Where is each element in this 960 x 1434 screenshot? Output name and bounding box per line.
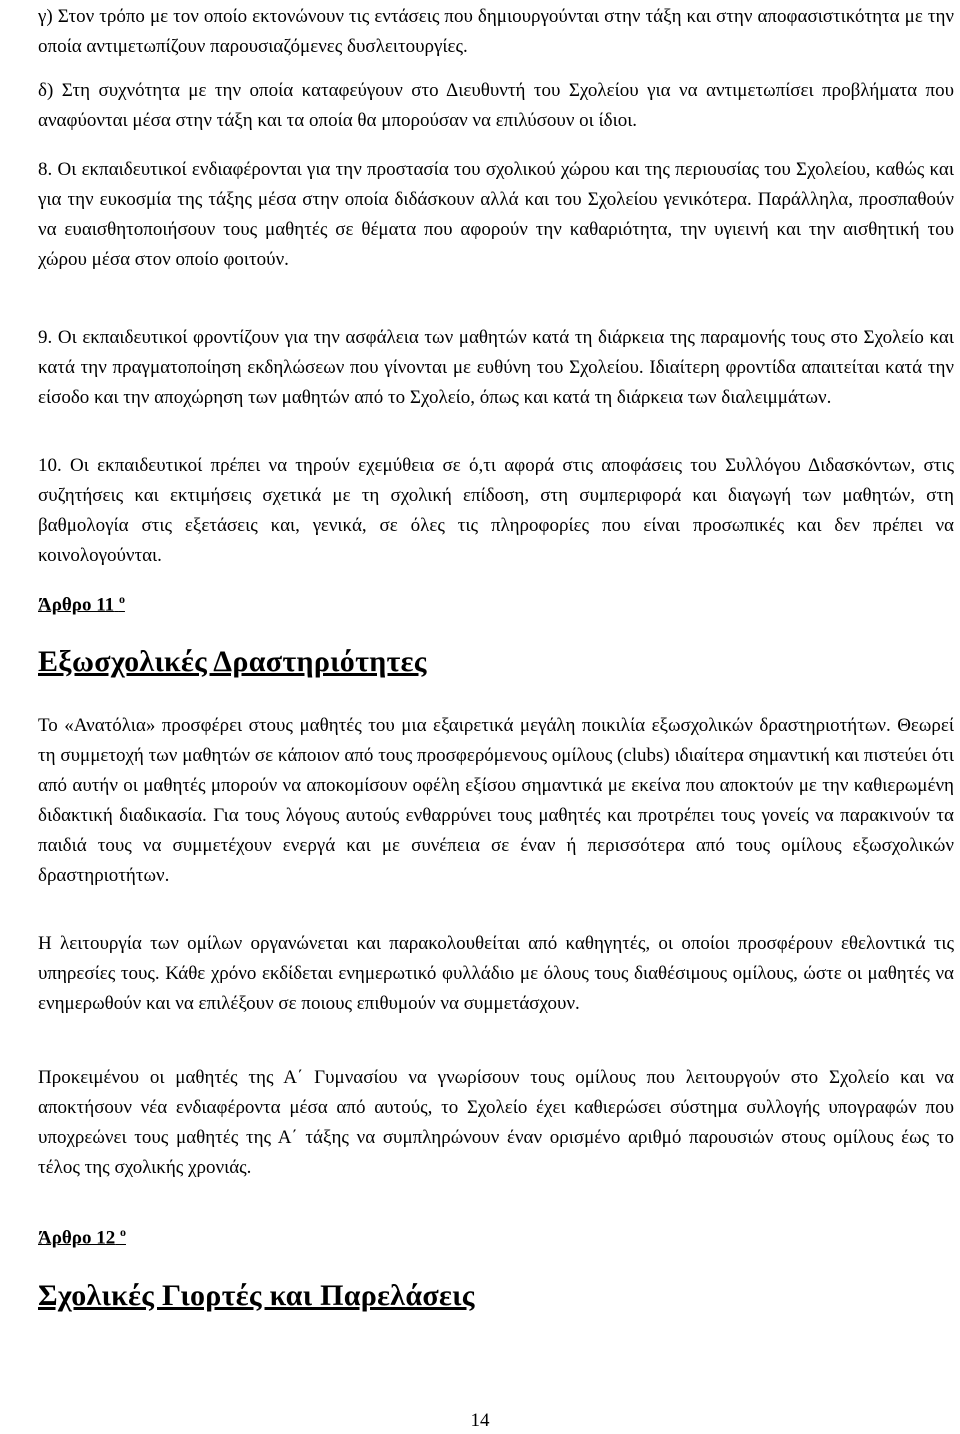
list-item-8-text: Οι εκπαιδευτικοί ενδιαφέρονται για την προστασία του σχολικού χώρου και της περιουσίας του Σχολείου, καθώς και για την ευκοσμία της τάξης μέσα στην οποία διδάσκουν αλλά και του Σχολείου γενικότερα. Παράλληλα, προσπαθούν να ευαισθητοποιήσουν τους μαθητές σε θέματα που αφορούν την καθαριότητα, την υγιεινή και την αισθητική του χώρου μέσα στον οποίο φοιτούν. xyxy=(38,159,955,270)
list-item-9-number: 9. xyxy=(38,327,53,348)
list-item-10-text: Οι εκπαιδευτικοί πρέπει να τηρούν εχεμύθεια σε ό,τι αφορά στις αποφάσεις του Συλλόγου Διδασκόντων, στις συζητήσεις και εκτιμήσεις σχετικά με τη σχολική επίδοση, στη συμπεριφορά και διαγωγή των μαθητών, στη βαθμολογία στις εξετάσεις και, γενικά, σε όλες τις πληροφορίες που είναι προσωπικές και δεν πρέπει να κοινολογούνται. xyxy=(38,455,955,566)
list-item-9-text: Οι εκπαιδευτικοί φροντίζουν για την ασφάλεια των μαθητών κατά τη διάρκεια της παραμονής τους στο Σχολείο και κατά την πραγματοποίηση εκδηλώσεων που γίνονται με ευθύνη του Σχολείου. Ιδιαίτερη φροντίδα απαιτείται κατά την είσοδο και την αποχώρηση των μαθητών από το Σχολείο, όπως και κατά τη διάρκεια των διαλειμμάτων. xyxy=(38,327,954,408)
list-item-10 xyxy=(38,451,954,571)
paragraph-gamma: γ) Στον τρόπο με τον οποίο εκτονώνουν τις εντάσεις που δημιουργούνται στην τάξη και στην αποφασιστικότητα με την οποία αντιμετωπίζουν παρουσιαζόμενες δυσλειτουργίες. xyxy=(38,6,954,57)
list-item-10-number: 10. xyxy=(38,455,62,476)
article-11-title: Εξωσχολικές Δραστηριότητες xyxy=(38,645,427,678)
article-11-paragraph-3: Προκειμένου οι μαθητές της Α΄ Γυμνασίου να γνωρίσουν τους ομίλους που λειτουργούν στο Σχολείο και να αποκτήσουν νέα ενδιαφέροντα μέσα από αυτούς, το Σχολείο έχει καθιερώσει σύστημα συλλογής υπογραφών που υποχρεώνει τους μαθητές της Α΄ τάξης να συμπληρώνουν έναν ορισμένο αριθμό παρουσιών στους ομίλους έως το τέλος της σχολικής χρονιάς. xyxy=(38,1067,954,1178)
article-11-paragraph-2: Η λειτουργία των ομίλων οργανώνεται και παρακολουθείται από καθηγητές, οι οποίοι προσφέρουν εθελοντικά τις υπηρεσίες τους. Κάθε χρόνο εκδίδεται ενημερωτικό φυλλάδιο με όλους τους διαθέσιμους ομίλους, ώστε οι μαθητές να ενημερωθούν και να επιλέξουν σε ποιους επιθυμούν να συμμετάσχουν. xyxy=(38,933,954,1014)
list-item-8 xyxy=(38,155,954,275)
article-11-label xyxy=(38,592,125,616)
article-12-ordinal: ο xyxy=(119,1225,126,1239)
article-11-paragraph-1: Το «Ανατόλια» προσφέρει στους μαθητές του μια εξαιρετικά μεγάλη ποικιλία εξωσχολικών δραστηριοτήτων. Θεωρεί τη συμμετοχή των μαθητών σε κάποιον από τους προσφερόμενους ομίλους (clubs) ιδιαίτερα σημαντική και πιστεύει ότι από αυτήν οι μαθητές μπορούν να αποκομίσουν οφέλη εξίσου σημαντικά με εκείνα που αποκτούν με την καθιερωμένη διδακτική διαδικασία. Για τους λόγους αυτούς ενθαρρύνει τους μαθητές και προτρέπει τους γονείς να παρακινούν τα παιδιά τους να συμμετέχουν ενεργά και με συνέπεια σε έναν ή περισσότερα από τους ομίλους εξωσχολικών δραστηριοτήτων. xyxy=(38,715,954,886)
paragraph-delta: δ) Στη συχνότητα με την οποία καταφεύγουν στο Διευθυντή του Σχολείου για να αντιμετωπίσει προβλήματα που αναφύονται μέσα στην τάξη και τα οποία θα μπορούσαν να επιλύσουν οι ίδιοι. xyxy=(38,80,954,131)
page-number: 14 xyxy=(470,1410,490,1431)
list-item-8-number: 8. xyxy=(38,159,53,180)
list-item-9 xyxy=(38,323,954,413)
article-12-title: Σχολικές Γιορτές και Παρελάσεις xyxy=(38,1279,475,1312)
article-12-label-text: Άρθρο 12 xyxy=(38,1227,116,1249)
article-11-ordinal: ο xyxy=(118,592,125,606)
article-12-label xyxy=(38,1225,126,1249)
article-11-label-text: Άρθρο 11 xyxy=(38,594,115,616)
